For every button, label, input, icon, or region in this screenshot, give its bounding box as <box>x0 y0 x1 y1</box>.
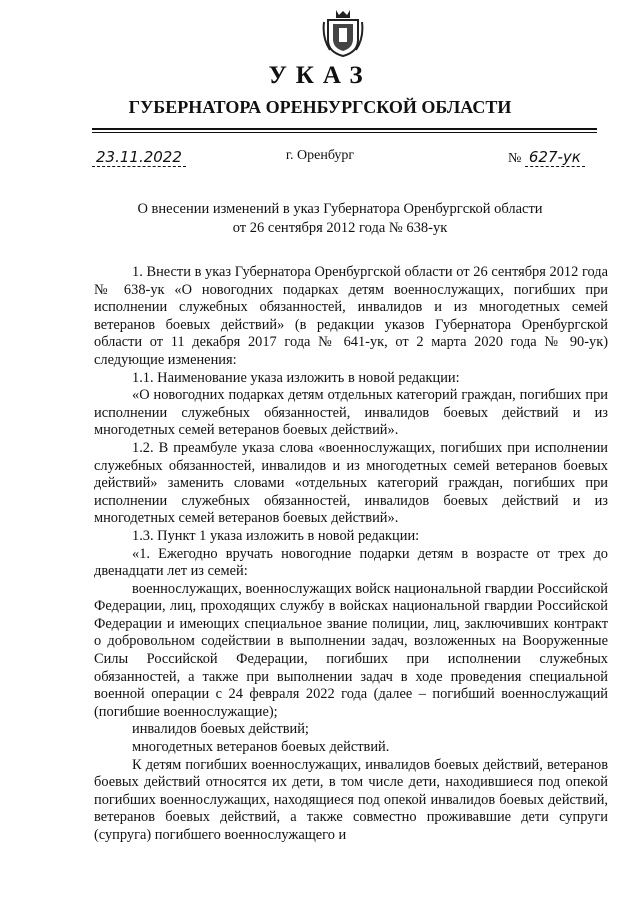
paragraph: «О новогодних подарках детям отдельных категорий граждан, погибших при исполнении служебных обязанностей, инвалидов боевых действий и из многодетных семей ветеранов боевых действий». <box>94 387 608 439</box>
header-rule <box>92 128 597 130</box>
document-city: г. Оренбург <box>285 148 355 163</box>
subject-line-2: от 26 сентября 2012 года № 638-ук <box>232 220 448 236</box>
paragraph: 1.1. Наименование указа изложить в новой редакции: <box>132 369 460 386</box>
document-body <box>94 264 608 845</box>
document-number <box>508 148 585 167</box>
paragraph: многодетных ветеранов боевых действий. <box>132 739 390 756</box>
paragraph: военнослужащих, военнослужащих войск национальной гвардии Российской Федерации, лиц, проходящих службу в войсках национальной гвардии Российской Федерации и имеющих специальное звание полиции, лиц, заключивших контракт о добровольном содействии в выполнении задач, возложенных на Вооруженные Силы Российской Федерации, погибших при исполнении служебных обязанностей, а также при выполнении задач в ходе проведения специальной военной операции с 24 февраля 2022 года (далее – погибший военнослужащий (погибшие военнослужащие); <box>94 580 608 720</box>
number-prefix: № <box>508 151 522 166</box>
number-value: 627-ук <box>525 148 585 167</box>
paragraph: «1. Ежегодно вручать новогодние подарки детям в возрасте от трех до двенадцати лет из семей: <box>94 545 608 580</box>
date-value: 23.11.2022 <box>92 148 186 167</box>
paragraph: 1. Внести в указ Губернатора Оренбургской области от 26 сентября 2012 года № 638-ук «О новогодних подарках детям военнослужащих, погибших при исполнении служебных обязанностей, инвалидов и из многодетных семей ветеранов боевых действий» (в редакции указов Губернатора Оренбургской области от 11 декабря 2017 года № 641-ук, от 2 марта 2020 года № 90-ук) следующие изменения: <box>94 264 608 368</box>
document-subtitle: ГУБЕРНАТОРА ОРЕНБУРГСКОЙ ОБЛАСТИ <box>128 97 512 117</box>
paragraph: 1.3. Пункт 1 указа изложить в новой редакции: <box>132 527 420 544</box>
document-title: УКАЗ <box>268 62 372 89</box>
paragraph: инвалидов боевых действий; <box>132 721 309 738</box>
paragraph: 1.2. В преамбуле указа слова «военнослужащих, погибших при исполнении служебных обязанностей, инвалидов и из многодетных семей ветеранов боевых действий» заменить словами «отдельных категорий граждан, погибших при исполнении служебных обязанностей, инвалидов боевых действий и из многодетных семей ветеранов боевых действий». <box>94 439 608 527</box>
coat-of-arms-icon <box>322 8 364 58</box>
header-rule-thin <box>92 132 597 133</box>
subject-line-1: О внесении изменений в указ Губернатора Оренбургской области <box>137 201 543 217</box>
paragraph: К детям погибших военнослужащих, инвалидов боевых действий, ветеранов боевых действий относятся их дети, в том числе дети, находившиеся под опекой погибших военнослужащих, находящиеся под опекой инвалидов боевых действий, ветеранов боевых действий, а также совместно проживавшие дети супруги (супруга) погибшего военнослужащего и <box>94 756 608 843</box>
document-subject <box>80 200 600 238</box>
